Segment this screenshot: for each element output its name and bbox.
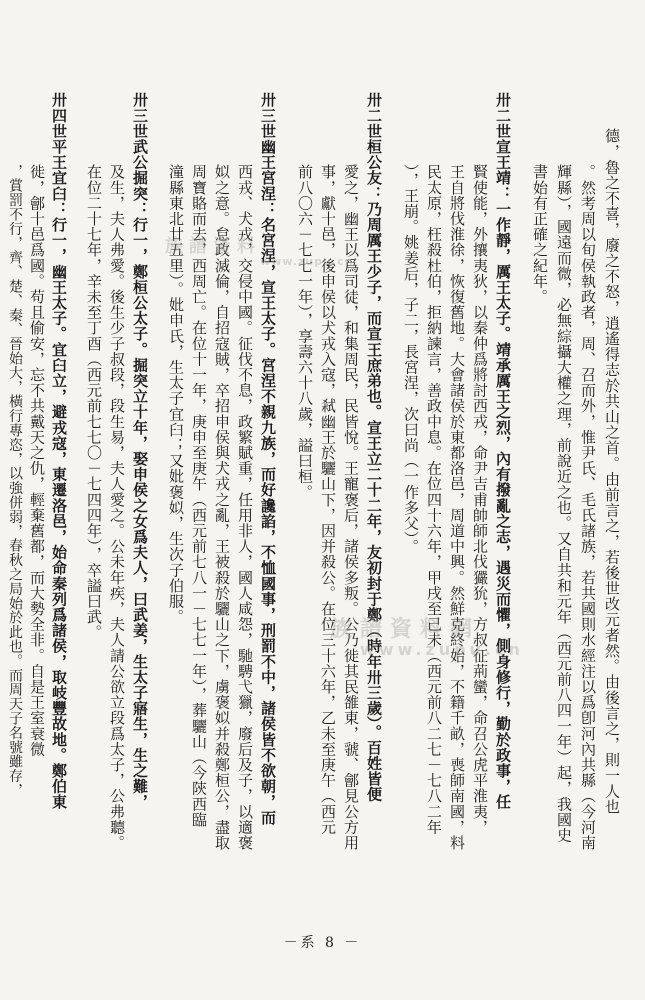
text-column-20: 及生，夫人弗愛。後生少子叔段，段生易，夫人愛之。公未年疾，夫人請公欲立段爲太子，公弗聽。 [108,164,126,851]
text-column-23: 徙，鄶十邑爲國。苟且偷安，忘不共戴天之仇，輕棄舊都，而大勢全非。自是王室衰微 [28,164,46,757]
text-column-4: 書始有正確之紀年。 [531,164,549,305]
text-column-12: 事，獻十邑，後申侯以犬戎入寇，弒幽王於驪山下，因并殺公。在位三十六年，乙未至庚午（西元 [319,164,337,835]
text-column-18: 潼縣東北廿五里）。妣申氏，生太子宜臼；又妣褒姒，生次子伯服。 [167,164,185,625]
text-column-11: 愛之，幽王以爲司徒，和集周民，民皆悅。王寵褒后，諸侯多叛。公乃徙其民雒東，虢、鄶見公方用 [342,164,360,851]
text-column-16: 姒之意。怠政滅倫，自招寇賊，卒招申侯與犬戎之亂，王被殺於驪山之下，虜褒姒并殺鄭桓公，盡取 [213,164,231,851]
entry-xuan-wang: 卅二世宣王靖：一作靜，厲王太子。靖承厲王之烈，內有撥亂之志，遇災而懼，側身修行，勤於政事，任 [494,92,512,810]
text-column-6: 賢使能，外攘夷狄，以秦仲爲將討西戎，命尹吉甫帥師北伐玁狁，方叔征荊蠻，命召公虎平淮夷， [471,164,489,835]
entry-you-wang: 卅三世幽王宮涅：名宮涅，宣王太子。宮涅不親九族，而好讒諂，不恤國事，刑罰不中，諸侯皆不欲朝，而 [259,92,277,826]
watermark-url-lower: www.zupu.cn [360,640,524,659]
entry-huan-gong: 卅二世桓公友：乃周厲王少子，而宣王庶弟也。宣王立二十二年，友初封于鄭（時年卅三歲）。百姓皆便 [365,92,383,803]
text-column-7: 王自將伐淮徐，恢復舊地。大會諸侯於東都洛邑，周道中興。然鮮克終始，不籍千畝，喪師南國，料 [448,164,466,851]
text-column-13: 前八〇六－七七一年），享壽六十八歲，謚曰桓。 [296,164,314,500]
text-column-24: ，賞罰不行，齊、楚、秦、晉始大，橫行專恣，以強併弱，春秋之局始於此也。而周天子名號雖存， [7,164,23,798]
watermark-text: 族譜資料 [165,236,261,257]
watermark-text-lower: 族譜資料網 [330,617,481,642]
page-number: －系 8 － [283,935,362,951]
text-column-9: ），王崩。姚姜后，子二，長宮涅，次曰尚（一作多父）。 [402,164,420,555]
text-column-17: 周寶賂而去，西周亡。在位十一年，庚申至庚午（西元前七八一－七七一年），葬驪山（今陝西臨 [190,164,208,828]
entry-ping-wang: 卅四世平王宜臼：行一，幽王太子。宜臼立，避戎寇，東遷洛邑，始命秦列爲諸侯，取岐豐故地。鄭伯東 [50,92,68,810]
watermark-url: www.zupu.cn [260,255,354,268]
text-column-3: 輝縣），國遠而微，必無綜攝大權之理，前說近之也。又自共和元年（西元前八四一年）起，我國史 [555,164,573,843]
text-column-15: 西戎、犬戎，交侵中國。征伐不息，政繁賦重，任用非人，國人咸怨，馳騁弋獵，廢后及子，以適褒 [236,164,254,851]
text-column-8: 民太原，枉殺杜伯，拒納諫言，善政中息。在位四十六年，甲戌至己未（西元前八二七－七八二年 [425,164,443,835]
text-column-2: 。然考周以旬侯執政者，周、召而外，惟尹氏、毛氏諸族，若共國則水經注以爲卽河內共縣（今河南 [579,164,597,851]
text-column-21: 在位二十七年，辛未至丁酉（西元前七七〇－七四四年），卒謚曰武。 [85,164,103,641]
text-column-1: 德，魯之不喜，廢之不怒，逍遙得志於共山之首。由前言之，若後世改元者然。由後言之，則一人也 [603,128,621,815]
entry-wu-gong: 卅三世武公掘突：行一，鄭桓公太子。掘突立十年，娶申侯之女爲夫人，曰武姜，生太子寤生，生之難， [131,92,149,810]
